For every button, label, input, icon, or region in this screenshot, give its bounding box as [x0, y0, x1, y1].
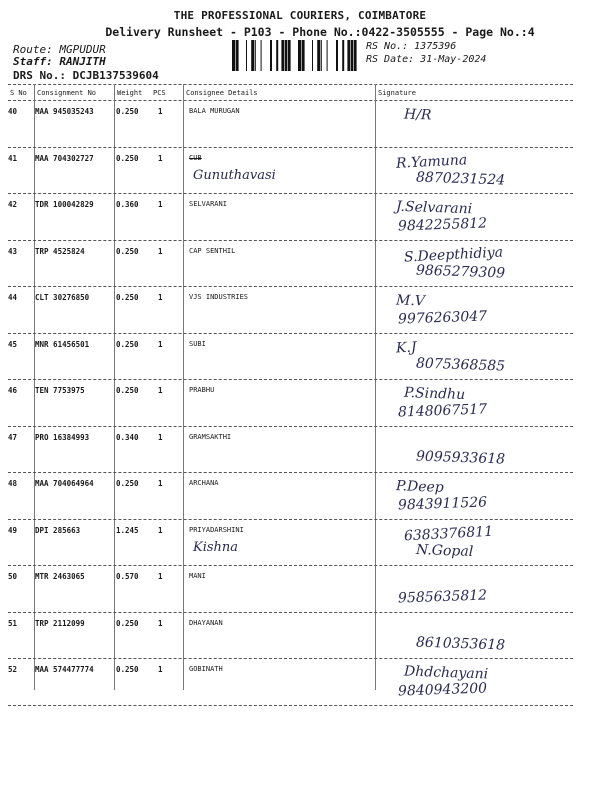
consignment-cell: MAA 704302727	[35, 153, 94, 163]
signature-cell	[376, 334, 576, 378]
barcode-bar	[288, 40, 291, 71]
company-title: THE PROFESSIONAL COURIERS, COIMBATORE	[173, 9, 427, 22]
pcs-cell: 1	[158, 293, 163, 302]
consignee-cell: GRAMSAKTHI	[189, 432, 232, 441]
table-row	[8, 194, 573, 238]
barcode-bar	[312, 40, 313, 71]
handwritten-phone: 8075368585	[415, 354, 506, 375]
consignment-cell: MAA 704064964	[35, 479, 94, 488]
header-consignment: Consignment No	[37, 89, 97, 97]
header-signature: Signature	[378, 89, 416, 97]
sno-cell: 42	[8, 200, 18, 209]
consignment-cell: CLT 30276850	[35, 293, 90, 302]
table-row	[8, 334, 573, 378]
barcode-bar	[321, 40, 322, 71]
consignment-cell: DPI 285663	[35, 525, 81, 535]
consignment-cell: TDR 100042829	[35, 200, 94, 209]
handwritten-phone: 8610353618	[415, 633, 506, 654]
handwritten-note: Gunuthavasi	[193, 167, 276, 183]
pcs-cell: 1	[158, 479, 163, 488]
signature-cell	[376, 148, 576, 192]
consignment-cell: TRP 2112099	[35, 618, 85, 628]
table-row	[8, 101, 573, 145]
weight-cell: 0.360	[116, 200, 139, 209]
table-row	[8, 473, 573, 517]
table-row	[8, 520, 573, 564]
consignee-cell: GOBINATH	[189, 665, 223, 673]
consignee-cell: PRIYADARSHINI	[189, 525, 244, 534]
signature-cell	[376, 194, 576, 238]
barcode-image	[232, 40, 360, 71]
barcode-bar	[336, 40, 338, 71]
route-label: Route: MGPUDUR	[13, 43, 106, 56]
handwritten-note: Kishna	[193, 539, 239, 555]
sno-cell: 43	[8, 246, 18, 256]
pcs-cell: 1	[158, 107, 163, 116]
staff-label: Staff: RANJITH	[13, 55, 106, 68]
header-sno: S No	[10, 89, 27, 97]
handwritten-signature: P.Sindhu	[403, 384, 466, 404]
consignee-cell: SELVARANI	[189, 200, 227, 208]
sno-cell: 44	[8, 293, 18, 302]
table-row	[8, 659, 573, 703]
handwritten-phone: 8870231524	[415, 168, 506, 189]
consignee-cell: CUB	[189, 153, 202, 162]
table-row	[8, 427, 573, 471]
table-row	[8, 241, 573, 285]
pcs-cell: 1	[158, 153, 163, 163]
weight-cell: 0.250	[116, 386, 139, 395]
signature-cell	[376, 287, 576, 331]
sno-cell: 45	[8, 339, 18, 349]
handwritten-signature: M.V	[395, 292, 426, 310]
weight-cell: 0.250	[116, 479, 139, 488]
sno-cell: 51	[8, 618, 18, 628]
handwritten-phone: 9843911526	[397, 494, 488, 514]
pcs-cell: 1	[158, 572, 163, 581]
consignee-cell: PRABHU	[189, 386, 215, 394]
weight-cell: 0.250	[116, 107, 139, 116]
drs-number: DRS No.: DCJB137539604	[13, 69, 159, 82]
rs-number: RS No.: 1375396	[366, 41, 457, 52]
weight-cell: 0.250	[116, 246, 139, 256]
signature-cell	[376, 566, 576, 610]
rs-date: RS Date: 31-May-2024	[366, 54, 487, 65]
barcode-bar	[255, 40, 256, 71]
handwritten-phone: 9095933618	[415, 447, 506, 468]
table-top-rule	[8, 84, 573, 85]
pcs-cell: 1	[158, 432, 163, 442]
barcode-bar	[236, 40, 239, 71]
table-row	[8, 380, 573, 424]
consignee-cell: SUBI	[189, 339, 206, 348]
consignment-cell: PRO 16384993	[35, 432, 90, 442]
signature-cell	[376, 613, 576, 657]
pcs-cell: 1	[158, 200, 163, 209]
barcode-bar	[354, 40, 357, 71]
pcs-cell: 1	[158, 665, 163, 674]
consignment-cell: MTR 2463065	[35, 572, 85, 581]
consignee-cell: ARCHANA	[189, 479, 219, 487]
barcode-bar	[285, 40, 287, 71]
consignment-cell: MAA 574477774	[35, 665, 94, 674]
barcode-bar	[298, 40, 301, 71]
table-row	[8, 287, 573, 331]
handwritten-signature: R.Yamuna	[395, 151, 468, 172]
pcs-cell: 1	[158, 246, 163, 256]
consignment-cell: MAA 945035243	[35, 107, 94, 116]
table-row	[8, 148, 573, 192]
consignee-cell: VJS INDUSTRIES	[189, 293, 249, 301]
sno-cell: 49	[8, 525, 18, 535]
handwritten-phone: 9842255812	[397, 215, 488, 235]
consignment-cell: MNR 61456501	[35, 339, 90, 349]
signature-cell	[376, 659, 576, 703]
sno-cell: 48	[8, 479, 18, 488]
handwritten-signature: S.Deepthidiya	[403, 243, 504, 266]
signature-cell	[376, 427, 576, 471]
sno-cell: 46	[8, 386, 18, 395]
handwritten-phone: 8148067517	[397, 401, 488, 421]
signature-cell	[376, 101, 576, 145]
weight-cell: 1.245	[116, 525, 139, 535]
weight-cell: 0.570	[116, 572, 139, 581]
consignee-cell: DHAYANAN	[189, 618, 223, 627]
barcode-bar	[276, 40, 278, 71]
barcode-bar	[270, 40, 272, 71]
consignee-cell: CAP SENTHIL	[189, 246, 236, 255]
pcs-cell: 1	[158, 339, 163, 349]
signature-cell	[376, 520, 576, 564]
pcs-cell: 1	[158, 525, 163, 535]
handwritten-signature: H/R	[403, 106, 432, 124]
runsheet-subtitle: Delivery Runsheet - P103 - Phone No.:0422-3505555 - Page No.:4	[105, 25, 535, 39]
header-consignee: Consignee Details	[186, 89, 258, 97]
table-row	[8, 566, 573, 610]
handwritten-phone: 9976263047	[397, 308, 488, 328]
header-weight: Weight	[117, 89, 143, 97]
handwritten-phone: N.Gopal	[415, 541, 474, 560]
row-divider	[8, 705, 573, 706]
consignee-cell: MANI	[189, 572, 206, 580]
barcode-bar	[251, 40, 254, 71]
barcode-bar	[302, 40, 305, 71]
sno-cell: 50	[8, 572, 18, 581]
sno-cell: 47	[8, 432, 18, 442]
barcode-bar	[246, 40, 247, 71]
handwritten-signature: Dhdchayani	[403, 663, 489, 683]
barcode-bar	[317, 40, 320, 71]
handwritten-signature: 6383376811	[403, 523, 494, 544]
weight-cell: 0.340	[116, 432, 139, 442]
barcode-bar	[281, 40, 284, 71]
sno-cell: 41	[8, 153, 18, 163]
pcs-cell: 1	[158, 386, 163, 395]
barcode-bar	[327, 40, 328, 71]
signature-cell	[376, 473, 576, 517]
signature-cell	[376, 380, 576, 424]
signature-cell	[376, 241, 576, 285]
weight-cell: 0.250	[116, 293, 139, 302]
weight-cell: 0.250	[116, 665, 139, 674]
sno-cell: 40	[8, 107, 18, 116]
barcode-bar	[351, 40, 353, 71]
handwritten-phone: 9840943200	[397, 680, 488, 700]
barcode-bar	[232, 40, 235, 71]
handwritten-phone: 9865279309	[415, 261, 506, 282]
handwritten-signature: P.Deep	[395, 478, 445, 496]
handwritten-signature: K.J	[395, 338, 417, 357]
weight-cell: 0.250	[116, 153, 139, 163]
header-pcs: PCS	[153, 89, 166, 97]
pcs-cell: 1	[158, 618, 163, 628]
consignee-cell: BALA MURUGAN	[189, 107, 240, 115]
consignment-cell: TEN 7753975	[35, 386, 85, 395]
barcode-bar	[342, 40, 344, 71]
weight-cell: 0.250	[116, 618, 139, 628]
barcode-bar	[347, 40, 350, 71]
sno-cell: 52	[8, 665, 18, 674]
barcode-bar	[261, 40, 262, 71]
weight-cell: 0.250	[116, 339, 139, 349]
table-row	[8, 613, 573, 657]
handwritten-phone: 9585635812	[397, 587, 488, 607]
consignment-cell: TRP 4525824	[35, 246, 85, 256]
handwritten-signature: J.Selvarani	[395, 198, 473, 218]
